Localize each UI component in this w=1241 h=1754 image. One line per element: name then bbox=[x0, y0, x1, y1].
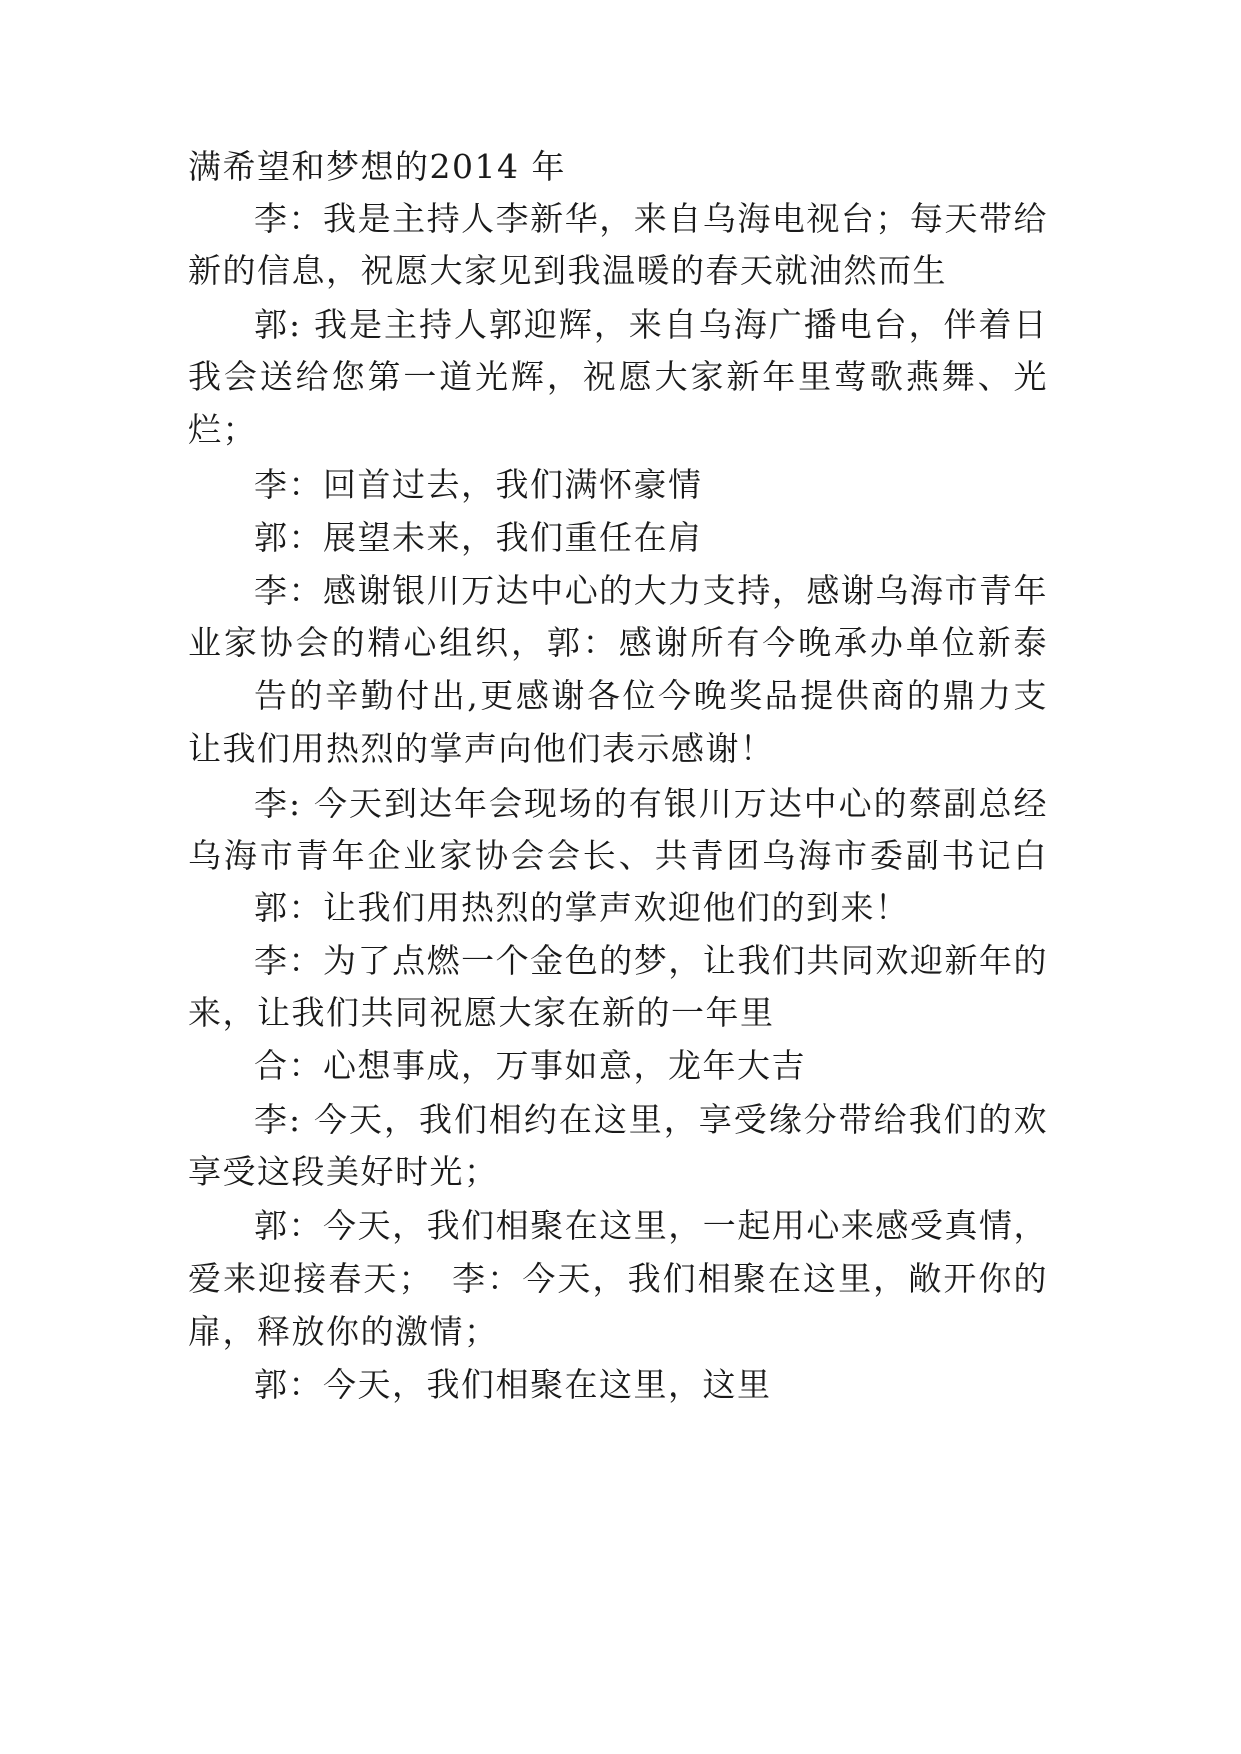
text-line: 爱来迎接春天； 李：今天，我们相聚在这里，敞开你的 bbox=[188, 1259, 1048, 1298]
text-line: 让我们用热烈的掌声向他们表示感谢！ bbox=[188, 729, 775, 768]
text-line: 扉，释放你的激情； bbox=[188, 1312, 499, 1351]
text-line: 李: 今天到达年会现场的有银川万达中心的蔡副总经 bbox=[254, 784, 1048, 823]
text-line: 我会送给您第一道光辉，祝愿大家新年里莺歌燕舞、光 bbox=[188, 357, 1048, 396]
text-line: 郭：今天，我们相聚在这里，这里 bbox=[254, 1365, 772, 1404]
text-line: 李：我是主持人李新华，来自乌海电视台；每天带给 bbox=[254, 199, 1048, 238]
text-line: 新的信息，祝愿大家见到我温暖的春天就油然而生 bbox=[188, 251, 947, 290]
text-line: 满希望和梦想的2014 年 bbox=[188, 147, 566, 186]
text-line: 郭: 我是主持人郭迎辉，来自乌海广播电台，伴着日 bbox=[254, 305, 1048, 344]
text-line: 合：心想事成，万事如意，龙年大吉 bbox=[254, 1046, 806, 1085]
text-line: 来，让我们共同祝愿大家在新的一年里 bbox=[188, 993, 775, 1032]
text-line: 郭：让我们用热烈的掌声欢迎他们的到来！ bbox=[254, 888, 910, 927]
text-line: 李: 今天，我们相约在这里，享受缘分带给我们的欢 bbox=[254, 1100, 1048, 1139]
text-line: 告的辛勤付出,更感谢各位今晚奖品提供商的鼎力支 bbox=[254, 676, 1048, 715]
text-line: 李：回首过去，我们满怀豪情 bbox=[254, 465, 703, 504]
text-line: 李：感谢银川万达中心的大力支持，感谢乌海市青年 bbox=[254, 571, 1048, 610]
text-line: 烂； bbox=[188, 410, 257, 449]
text-line: 李：为了点燃一个金色的梦，让我们共同欢迎新年的 bbox=[254, 941, 1048, 980]
text-line: 郭：展望未来，我们重任在肩 bbox=[254, 518, 703, 557]
text-line: 享受这段美好时光； bbox=[188, 1152, 499, 1191]
text-line: 业家协会的精心组织，郭：感谢所有今晚承办单位新泰 bbox=[188, 623, 1048, 662]
text-line: 郭：今天，我们相聚在这里，一起用心来感受真情， bbox=[254, 1206, 1048, 1245]
text-line: 乌海市青年企业家协会会长、共青团乌海市委副书记白 bbox=[188, 836, 1048, 875]
